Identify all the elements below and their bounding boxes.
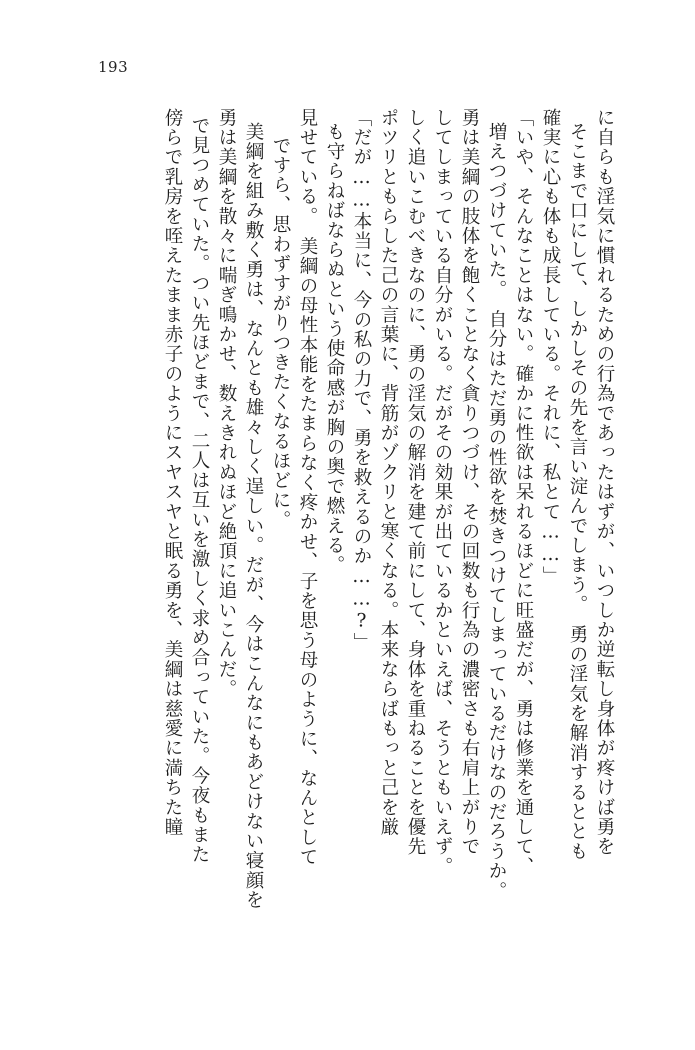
- text-column: 「だが……本当に、今の私の力で、勇を救えるのか……?」: [351, 108, 372, 653]
- text-column: 見せている。 美綱の母性本能をたまらなく疼かせ、子を思う母のように、なんとして: [297, 108, 318, 868]
- text-column: 「いや、そんなことはない。確かに性欲は呆れるほどに旺盛だが、勇は修業を通して、: [513, 108, 534, 877]
- text-column: も守らねばならぬという使命感が胸の奥で燃える。: [324, 122, 345, 576]
- page-number: 193: [98, 58, 129, 76]
- vertical-text-block: [72, 108, 613, 968]
- text-column: しく追いこむべきなのに、勇の淫気の解消を建て前にして、身体を重ねることを優先: [405, 108, 426, 857]
- text-column: で見つめていた。つい先ほどまで、二人は互いを激しく求め合っていた。今夜もまた: [189, 116, 210, 865]
- text-column: 増えつづけていた。 自分はただ勇の性欲を焚きつけてしまっているだけなのだろうか。: [486, 122, 507, 901]
- text-column: 美綱を組み敷く勇は、なんとも雄々しく逞しい。だが、今はこんなにもあどけない寝顔を: [243, 122, 264, 910]
- text-column: 勇は美綱の肢体を飽くことなく貪りつづけ、その回数も行為の濃密さも右肩上がりで: [459, 108, 480, 857]
- text-column: ポツリともらした己の言葉に、背筋がゾクリと寒くなる。本来ならばもっと己を厳: [378, 108, 399, 837]
- text-column: 勇は美綱を散々に喘ぎ鳴かせ、数えきれぬほど絶頂に追いこんだ。: [216, 108, 237, 699]
- text-column: に自らも淫気に慣れるための行為であったはずが、いつしか逆転し身体が疼けば勇を: [594, 108, 615, 857]
- text-column: してしまっている自分がいる。だがその効果が出ているかといえば、そうともいえず。: [432, 108, 453, 877]
- text-column: 確実に心も体も成長している。それに、私とて……」: [540, 108, 561, 586]
- text-column: ですら、思わずすがりつきたくなるほどに。: [270, 136, 291, 530]
- text-column: そこまで口にして、しかしその先を言い淀んでしまう。 勇の淫気を解消するととも: [567, 122, 588, 862]
- text-column: 傍らで乳房を咥えたまま赤子のようにスヤスヤと眠る勇を、美綱は慈愛に満ちた瞳: [162, 108, 183, 837]
